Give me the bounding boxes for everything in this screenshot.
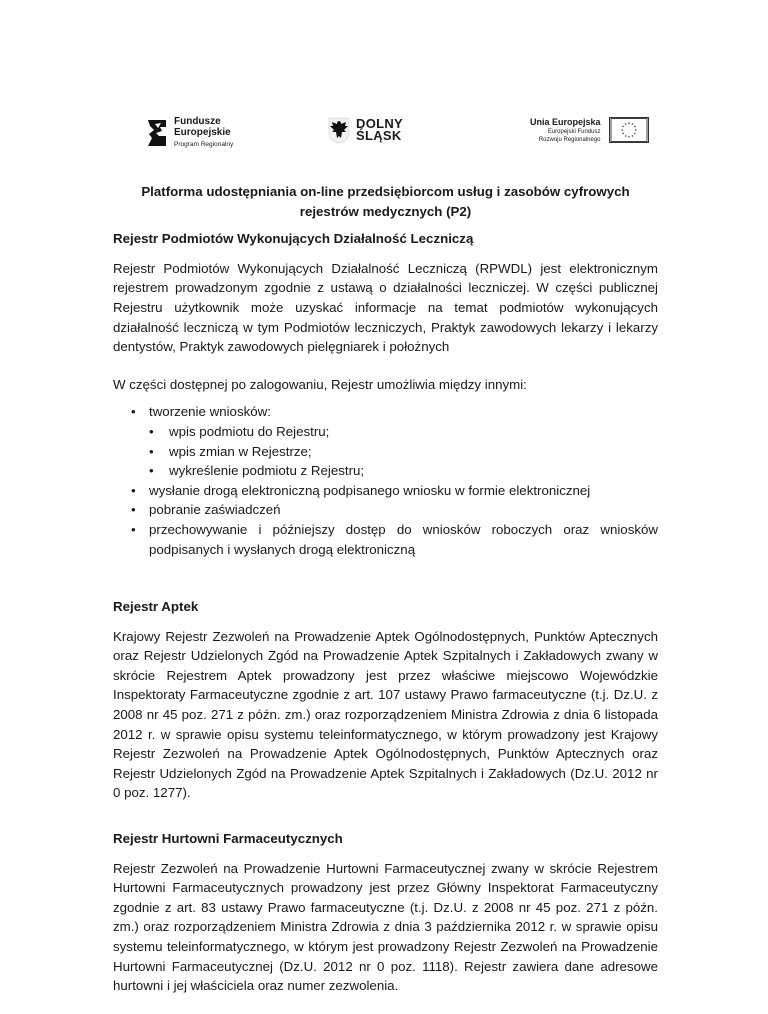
list-item-text: wykreślenie podmiotu z Rejestru; — [169, 463, 365, 479]
list-item-text: tworzenie wniosków: — [149, 404, 271, 420]
list-item-text: wpis zmian w Rejestrze; — [169, 443, 312, 459]
section-heading-hurtownie: Rejestr Hurtowni Farmaceutycznych — [113, 831, 343, 847]
features-list — [113, 402, 658, 559]
dolny-slask-line1: DOLNY — [356, 116, 403, 131]
eu-flag-icon — [609, 117, 649, 143]
dolny-slask-logo — [328, 116, 403, 144]
section-paragraph: W części dostępnej po zalogowaniu, Rejestr umożliwia między innymi: — [113, 376, 527, 392]
unia-line2: Europejski Fundusz — [547, 129, 601, 135]
sub-list-item — [113, 442, 658, 462]
list-item — [113, 520, 658, 559]
section-paragraph: Rejestr Zezwoleń na Prowadzenie Hurtowni Farmaceutycznej zwany w skrócie Rejestrem Hurtowni Farmaceutycznych prowadzony jest przez Główny Inspektorat Farmaceutyczny zgodnie z art. 83 ustawy Prawo farmaceutyczne (t.j. Dz.U. z 2008 nr 45 poz. 271 z późn. zm.) oraz rozporządzeniem Ministra Zdrowia z dnia 3 października 2012 r. w sprawie opisu systemu teleinformatycznego, w którym jest prowadzony Rejestr Zezwoleń na Prowadzenie Hurtowni Farmaceutycznej (Dz.U. 2012 nr 0 poz. 1118). Rejestr zawiera dane adresowe hurtowni i jej właściciela oraz numer zezwolenia. — [113, 860, 658, 994]
fundusze-line2: Europejskie — [174, 127, 231, 138]
sub-list-item — [113, 422, 658, 442]
section-heading-apteki: Rejestr Aptek — [113, 599, 199, 615]
list-item-text: przechowywanie i późniejszy dostęp do wniosków roboczych oraz wniosków podpisanych i wysłanych drogą elektroniczną — [149, 521, 658, 557]
list-item-text: wpis podmiotu do Rejestru; — [169, 423, 330, 439]
fundusze-europejskie-icon — [146, 118, 168, 148]
header-logos — [0, 112, 768, 152]
dolny-slask-line2: ŚLĄSK — [356, 128, 402, 143]
unia-europejska-logo — [530, 116, 649, 144]
unia-line3: Rozwoju Regionalnego — [538, 137, 601, 143]
list-item-text: wysłanie drogą elektroniczną podpisanego wniosku w formie elektronicznej — [149, 482, 591, 498]
fundusze-line3: Program Regionalny — [174, 141, 234, 148]
eagle-crest-icon — [328, 116, 350, 144]
document-title: Platforma udostępniania on-line przedsiębiorcom usług i zasobów cyfrowych rejestrów medycznych (P2) — [141, 184, 630, 219]
fundusze-europejskie-logo — [146, 116, 233, 150]
section-paragraph: Rejestr Podmiotów Wykonujących Działalność Leczniczą (RPWDL) jest elektronicznym rejestrem prowadzonym zgodnie z ustawą o działalności leczniczej. W części publicznej Rejestru użytkownik może uzyskać informacje na temat podmiotów wykonujących działalność leczniczą w tym Podmiotów leczniczych, Praktyk zawodowych lekarzy i lekarzy dentystów, Praktyk zawodowych pielęgniarek i położnych — [113, 260, 658, 355]
list-item — [113, 402, 658, 422]
list-item — [113, 500, 658, 520]
section-heading-rpwdl: Rejestr Podmiotów Wykonujących Działalność Leczniczą — [113, 231, 474, 247]
list-item-text: pobranie zaświadczeń — [149, 502, 281, 518]
list-item — [113, 481, 658, 501]
fundusze-line1: Fundusze — [174, 116, 221, 127]
section-paragraph: Krajowy Rejestr Zezwoleń na Prowadzenie Aptek Ogólnodostępnych, Punktów Aptecznych oraz Rejestr Udzielonych Zgód na Prowadzenie Aptek Szpitalnych i Zakładowych zwany w skrócie Rejestrem Aptek prowadzony jest przez właściwe miejscowo Wojewódzkie Inspektoraty Farmaceutyczne zgodnie z art. 107 ustawy Prawo farmaceutyczne (t.j. Dz.U. z 2008 nr 45 poz. 271 z późn. zm.) oraz rozporządzeniem Ministra Zdrowia z dnia 6 listopada 2012 r. w sprawie opisu systemu teleinformatycznego, w którym prowadzony jest Krajowy Rejestr Zezwoleń na Prowadzenie Aptek Ogólnodostępnych, Punktów Aptecznych oraz Rejestr Udzielonych Zgód na Prowadzenie Aptek Szpitalnych i Zakładowych (Dz.U. 2012 nr 0 poz. 1277). — [113, 628, 658, 801]
document-body — [113, 182, 658, 1014]
unia-line1: Unia Europejska — [530, 117, 601, 127]
sub-list-item — [113, 461, 658, 481]
